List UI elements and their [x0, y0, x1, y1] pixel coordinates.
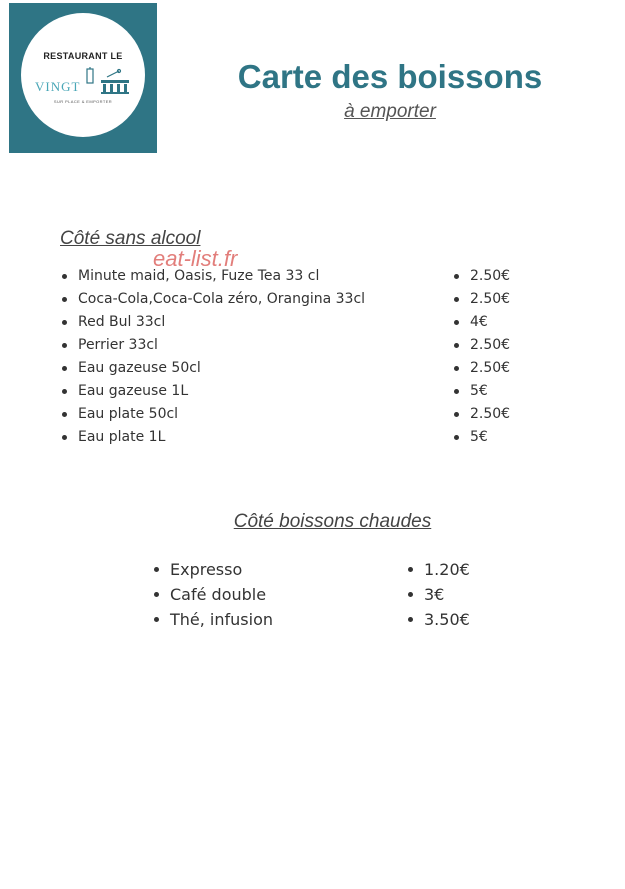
price-item: 3.50€ — [406, 607, 470, 632]
price-item: 2.50€ — [452, 357, 510, 380]
section-title-hot: Côté boissons chaudes — [233, 511, 432, 532]
watermark: eat-list.fr — [153, 246, 238, 271]
price-item: 4€ — [452, 311, 510, 334]
logo-name: VINGT — [35, 79, 81, 94]
price-item: 5€ — [452, 426, 510, 449]
price-item: 2.50€ — [452, 334, 510, 357]
price-item: 2.50€ — [452, 265, 510, 288]
hot-drinks-list — [152, 557, 273, 632]
list-item: Minute maid, Oasis, Fuze Tea 33 cl — [60, 265, 365, 288]
price-item: 5€ — [452, 380, 510, 403]
section-title-cold: Côté sans alcool — [60, 228, 201, 249]
list-item: Café double — [152, 582, 273, 607]
cold-drinks-prices — [452, 265, 510, 449]
logo-tagline: SUR PLACE & EMPORTER — [53, 99, 113, 104]
logo-circle — [21, 13, 145, 137]
list-item: Coca-Cola,Coca-Cola zéro, Orangina 33cl — [60, 288, 365, 311]
list-item: Eau gazeuse 1L — [60, 380, 365, 403]
price-item: 1.20€ — [406, 557, 470, 582]
building-icon — [85, 67, 133, 95]
logo-top-text: RESTAURANT LE — [43, 51, 123, 61]
restaurant-logo — [9, 3, 157, 153]
price-item: 2.50€ — [452, 288, 510, 311]
list-item: Eau gazeuse 50cl — [60, 357, 365, 380]
list-item: Perrier 33cl — [60, 334, 365, 357]
cold-drinks-list — [60, 265, 365, 449]
list-item: Expresso — [152, 557, 273, 582]
price-item: 2.50€ — [452, 403, 510, 426]
hot-drinks-prices — [406, 557, 470, 632]
list-item: Thé, infusion — [152, 607, 273, 632]
list-item: Eau plate 1L — [60, 426, 365, 449]
page-subtitle: à emporter — [344, 101, 436, 122]
list-item: Eau plate 50cl — [60, 403, 365, 426]
page-title: Carte des boissons — [237, 58, 543, 95]
list-item: Red Bul 33cl — [60, 311, 365, 334]
price-item: 3€ — [406, 582, 470, 607]
